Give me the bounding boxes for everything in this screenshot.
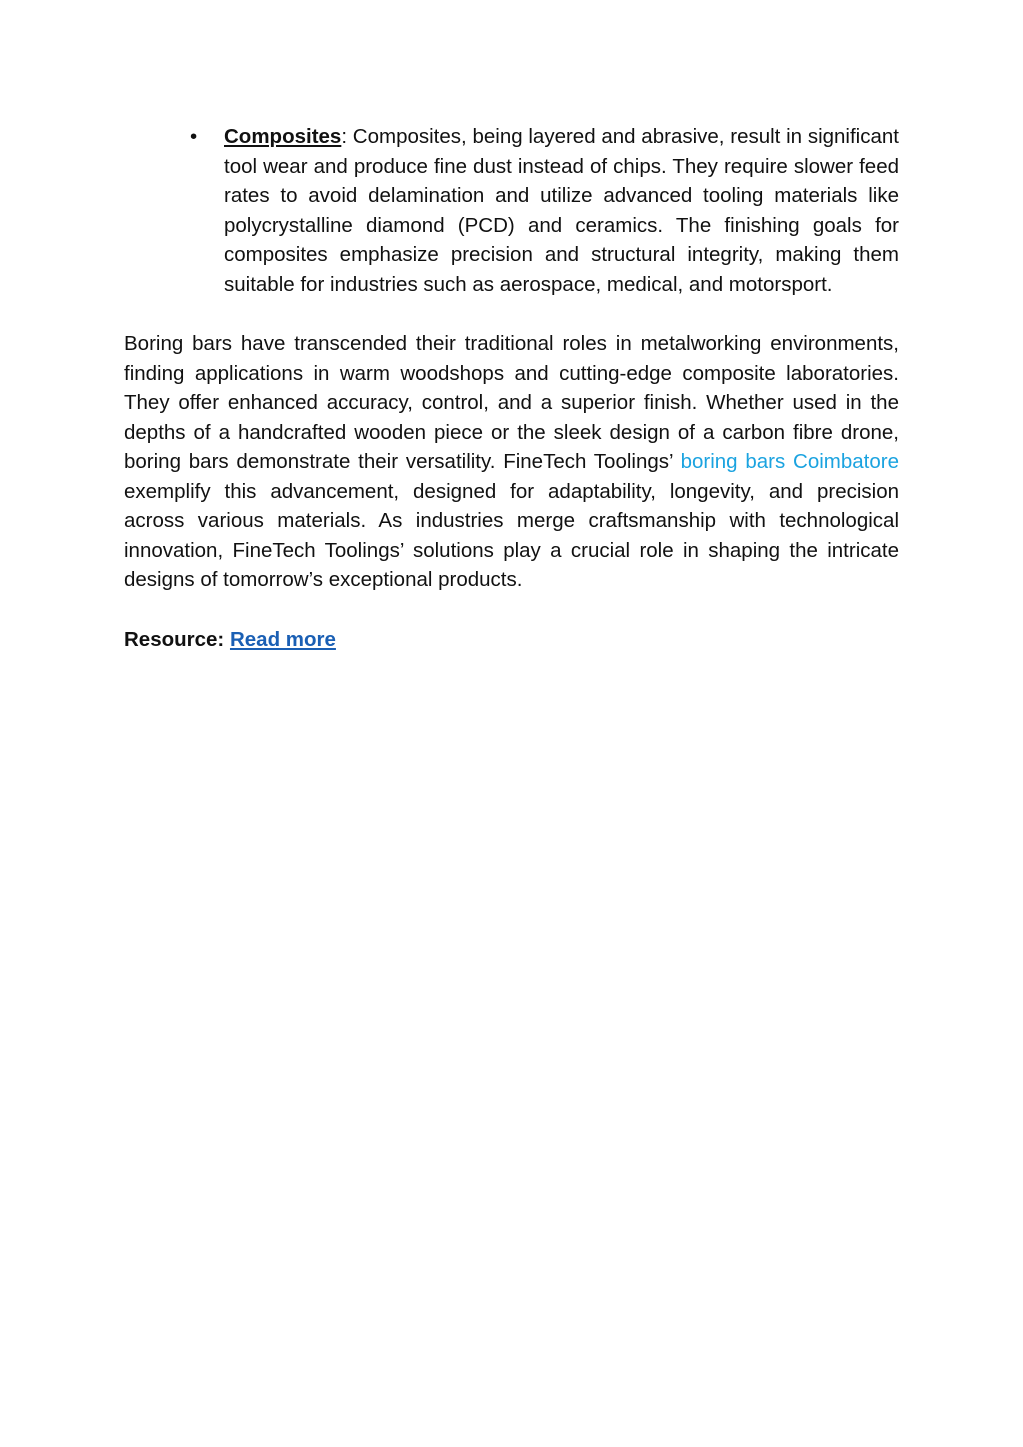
bullet-item-composites: [190, 122, 899, 299]
read-more-link[interactable]: Read more: [229, 627, 336, 651]
bullet-marker: •: [190, 125, 198, 148]
resource-label: Resource:: [124, 627, 225, 651]
paragraph-text-before-link: Boring bars have transcended their traditional roles in metalworking environments, finding applications in warm woodshops and cutting-edge composite laboratories. They offer enhanced accuracy, control, and a superior finish. Whether used in the depths of a handcrafted wooden piece or the sleek design of a carbon fibre drone, boring bars demonstrate their versatility. FineTech Toolings’: [124, 332, 899, 473]
bullet-separator: :: [341, 125, 348, 148]
document-page: [124, 122, 899, 654]
bullet-term: Composites: [224, 125, 342, 148]
resource-line: [124, 625, 899, 655]
body-paragraph: [124, 329, 899, 595]
boring-bars-link[interactable]: boring bars Coimbatore: [680, 450, 899, 473]
paragraph-text-after-link: exemplify this advancement, designed for adaptability, longevity, and precision across various materials. As industries merge craftsmanship with technological innovation, FineTech Toolings’ solutions play a crucial role in shaping the intricate designs of tomorrow’s exceptional products.: [124, 479, 899, 591]
bullet-text: Composites, being layered and abrasive, result in significant tool wear and produce fine dust instead of chips. They require slower feed rates to avoid delamination and utilize advanced tooling materials like polycrystalline diamond (PCD) and ceramics. The finishing goals for composites emphasize precision and structural integrity, making them suitable for industries such as aerospace, medical, and motorsport.: [224, 125, 899, 296]
